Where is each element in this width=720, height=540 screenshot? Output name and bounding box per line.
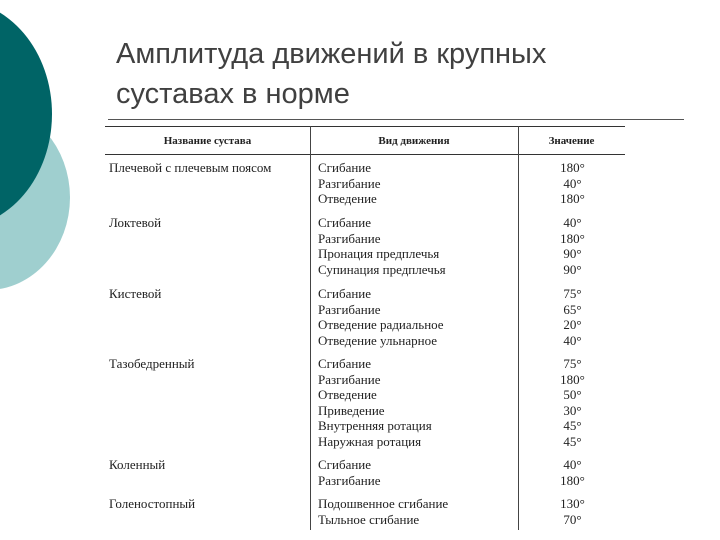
slide-title-line-2: суставах в норме: [116, 78, 350, 110]
movement-cell: Пронация предплечья: [318, 246, 440, 261]
row-joint-wrist: Кистевой: [109, 286, 162, 301]
title-divider: [108, 119, 684, 120]
value-cell: 180°: [560, 472, 585, 488]
value-cell: 45°: [563, 433, 582, 449]
row-joint-hip: Тазобедренный: [109, 356, 195, 371]
movement-cell: Отведение: [318, 387, 377, 402]
movement-cell: Разгибание: [318, 472, 381, 488]
value-cell: 40°: [563, 332, 582, 348]
movement-cell: Разгибание: [318, 301, 381, 317]
row-values-elbow: [520, 215, 625, 277]
value-cell: 50°: [563, 387, 582, 402]
row-movements-wrist: [318, 286, 444, 348]
value-cell: 40°: [563, 215, 582, 230]
movement-cell: Приведение: [318, 402, 385, 418]
value-cell: 90°: [563, 246, 582, 261]
row-joint-elbow: Локтевой: [109, 215, 162, 230]
value-cell: 40°: [563, 457, 582, 472]
movement-cell: Сгибание: [318, 457, 372, 472]
table-top-rule: [105, 126, 625, 127]
row-values-knee: [520, 457, 625, 488]
value-cell: 45°: [563, 418, 582, 433]
movement-cell: Отведение ульнарное: [318, 332, 438, 348]
movement-cell: Внутренняя ротация: [318, 418, 432, 433]
row-values-wrist: [520, 286, 625, 348]
row-joint-knee: Коленный: [109, 457, 166, 472]
value-cell: 40°: [563, 175, 582, 191]
slide-title: [116, 34, 676, 114]
row-values-hip: [520, 356, 625, 449]
value-cell: 90°: [563, 261, 582, 277]
row-movements-hip: [318, 356, 432, 449]
movement-cell: Отведение радиальное: [318, 317, 444, 332]
slide-title-line-1: Амплитуда движений в крупных: [116, 38, 547, 70]
value-cell: 30°: [563, 402, 582, 418]
row-movements-shoulder: [318, 160, 381, 207]
value-cell: 75°: [563, 356, 582, 371]
header-joint-name: Название сустава: [163, 135, 252, 147]
movement-cell: Разгибание: [318, 175, 381, 191]
value-cell: 180°: [560, 160, 585, 175]
movement-cell: Отведение: [318, 191, 377, 206]
row-joint-shoulder: Плечевой с плечевым поясом: [109, 160, 272, 175]
movement-cell: Супинация предплечья: [318, 261, 446, 277]
value-cell: 180°: [560, 371, 585, 387]
movement-cell: Сгибание: [318, 356, 372, 371]
table-header-rule: [105, 154, 625, 155]
movement-cell: Сгибание: [318, 286, 372, 301]
row-movements-elbow: [318, 215, 446, 277]
row-movements-knee: [318, 457, 381, 488]
row-joint-ankle: Голеностопный: [109, 496, 196, 511]
row-values-ankle: [520, 496, 625, 527]
value-cell: 130°: [560, 496, 585, 511]
movement-cell: Сгибание: [318, 215, 372, 230]
header-movement-type: Вид движения: [378, 135, 450, 147]
range-of-motion-table: [105, 126, 625, 530]
movement-cell: Подошвенное сгибание: [318, 496, 449, 511]
movement-cell: Наружная ротация: [318, 433, 422, 449]
header-value: Значение: [548, 135, 595, 147]
movement-cell: Сгибание: [318, 160, 372, 175]
movement-cell: Разгибание: [318, 230, 381, 246]
movement-cell: Тыльное сгибание: [318, 511, 420, 527]
row-values-shoulder: [520, 160, 625, 207]
movement-cell: Разгибание: [318, 371, 381, 387]
value-cell: 180°: [560, 191, 585, 206]
value-cell: 20°: [563, 317, 582, 332]
value-cell: 65°: [563, 301, 582, 317]
column-divider-1: [310, 126, 311, 530]
row-movements-ankle: [318, 496, 448, 527]
value-cell: 75°: [563, 286, 582, 301]
column-divider-2: [518, 126, 519, 530]
decorative-circles: [0, 0, 110, 540]
value-cell: 180°: [560, 230, 585, 246]
value-cell: 70°: [563, 511, 582, 527]
